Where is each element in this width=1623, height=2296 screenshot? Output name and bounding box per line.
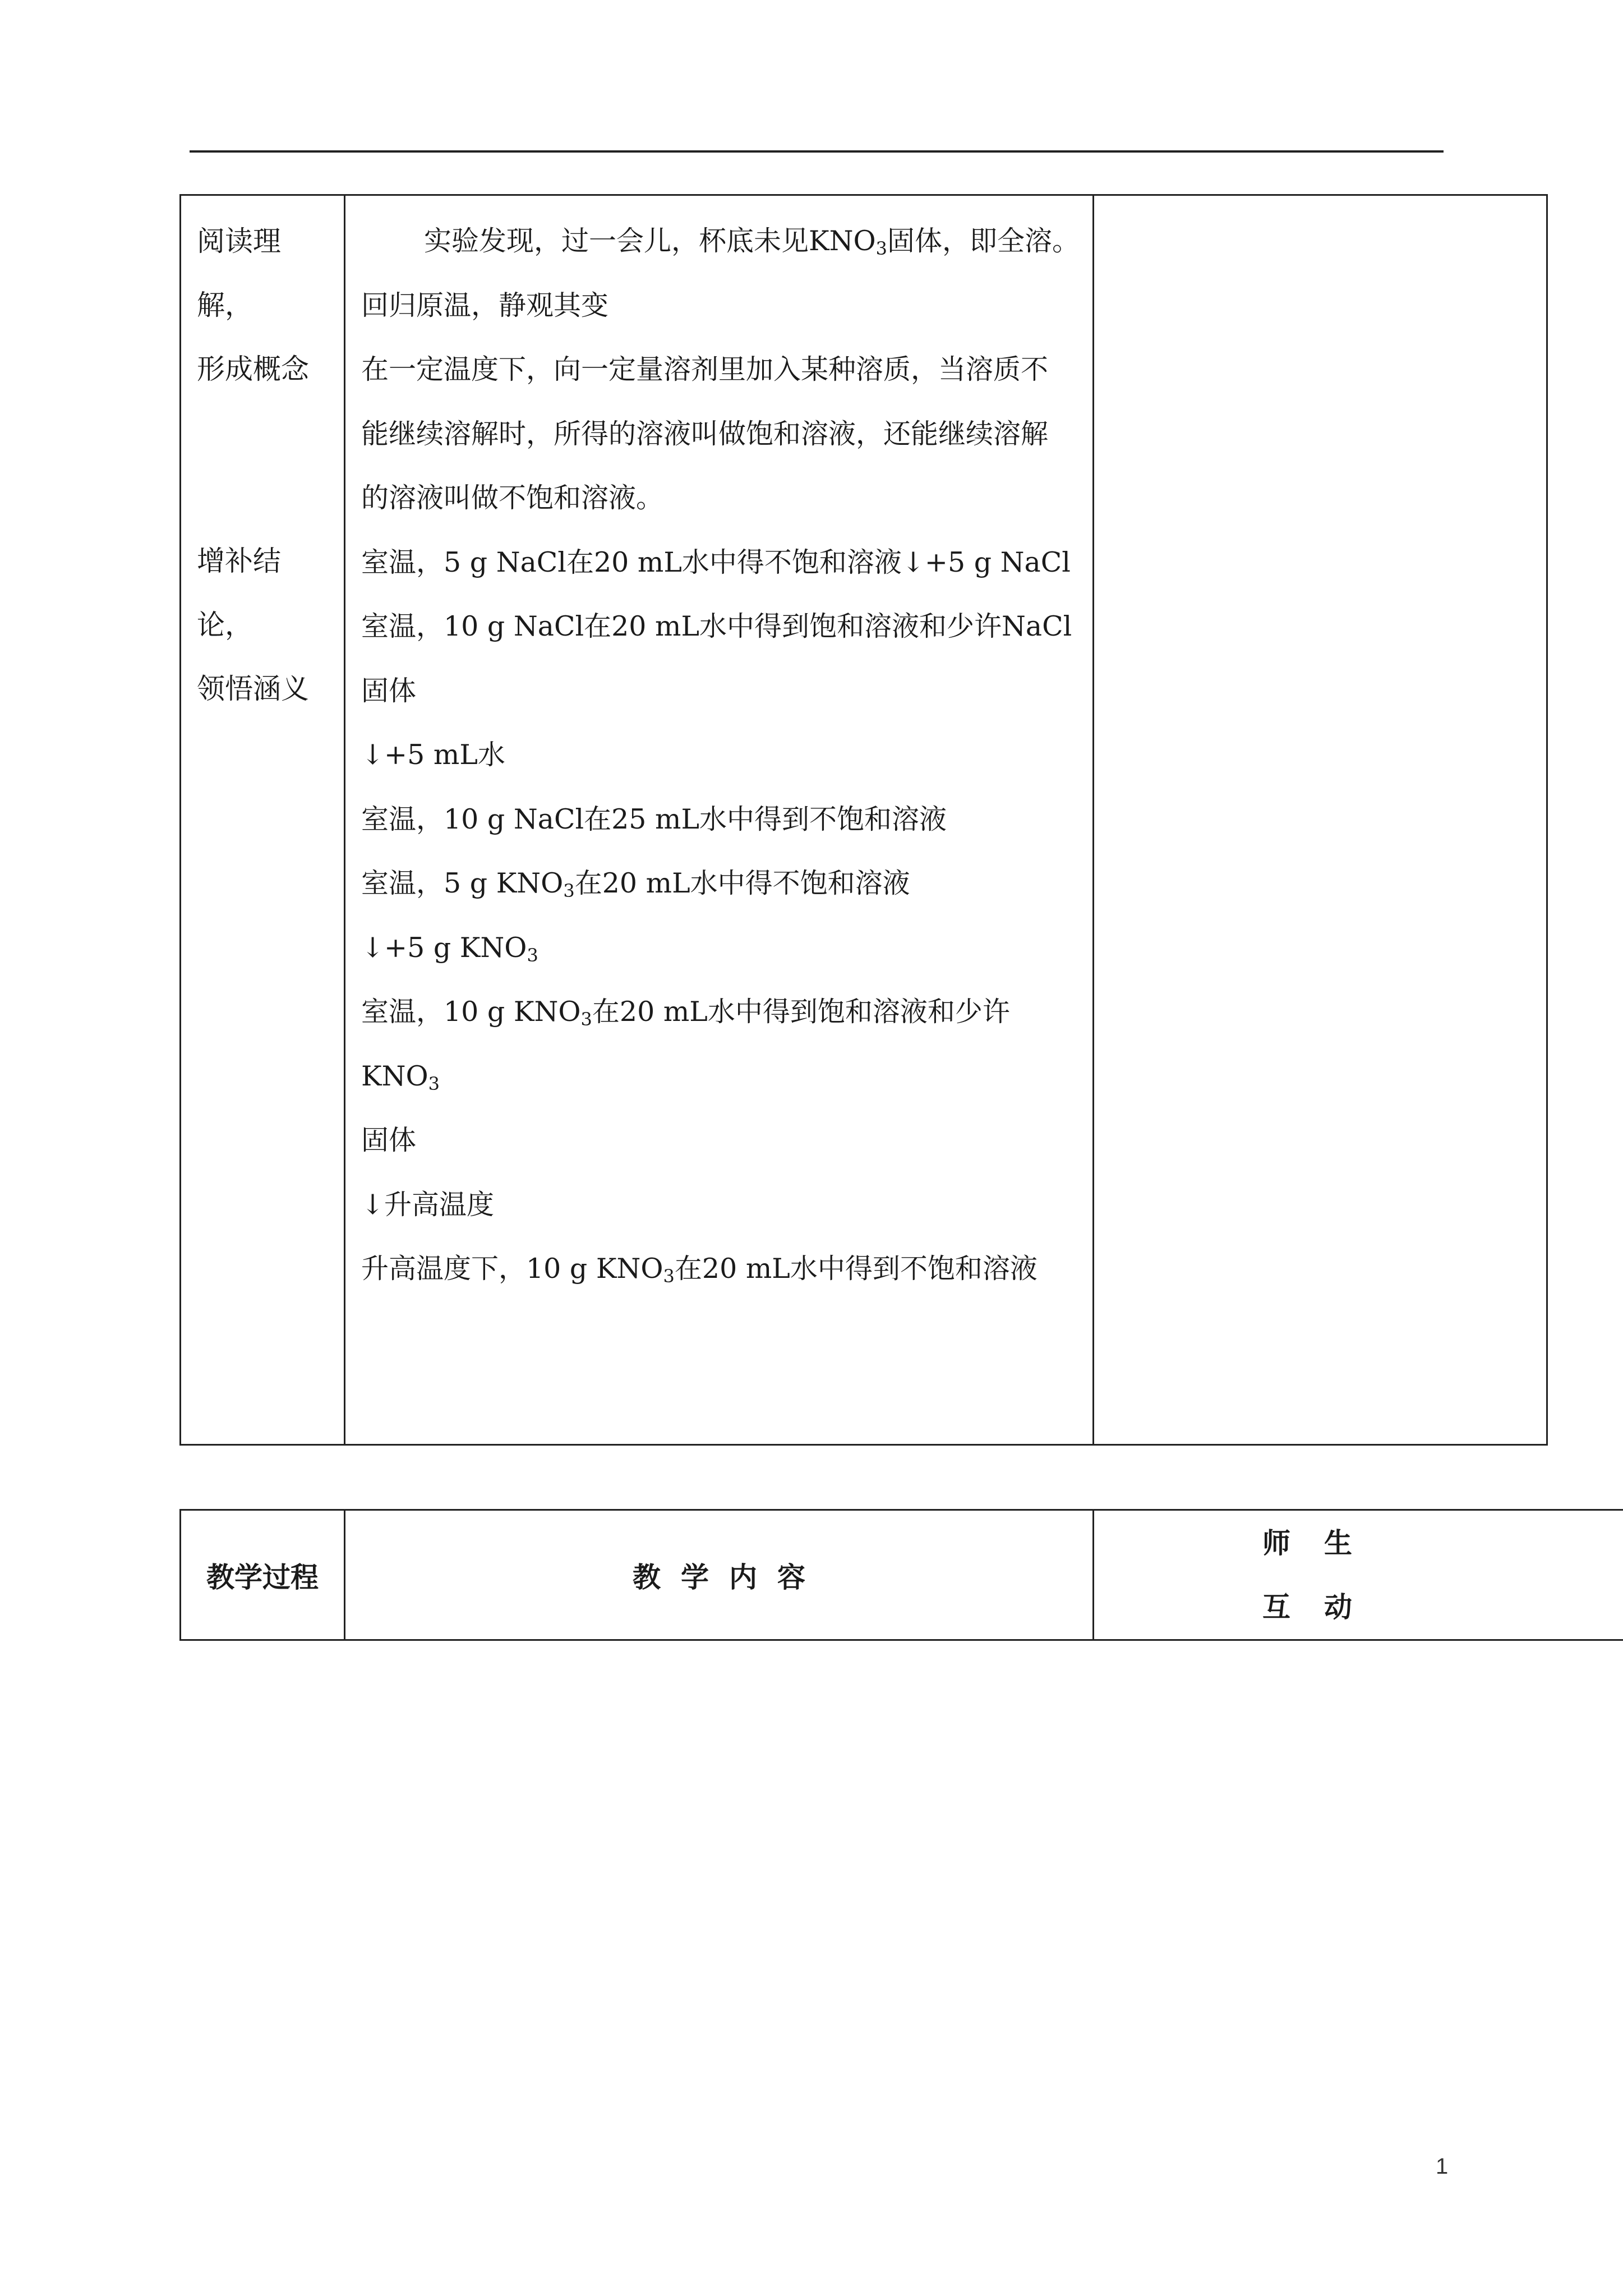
content-line: 升高温度下，10 g $KNO_3$在20 mL水中得到不饱和溶液	[361, 1253, 1038, 1287]
page-number: 1	[1436, 2154, 1449, 2179]
interaction-cell	[1094, 195, 1547, 1445]
content-line: 能继续溶解时，所得的溶液叫做饱和溶液，还能继续溶解	[361, 417, 1049, 450]
stage-label: 形成概念	[197, 353, 309, 385]
header-interaction: 师 生 互 动	[1094, 1510, 1623, 1640]
content-line: 室温，5 g NaCl在20 mL水中得不饱和溶液↓+5 g NaCl	[361, 546, 1071, 578]
content-line: ↓+5 mL水	[361, 739, 505, 771]
content-line: 在一定温度下，向一定量溶剂里加入某种溶质，当溶质不	[361, 353, 1049, 385]
lesson-table-continued	[179, 194, 1548, 1446]
header-process: 教学过程	[181, 1510, 345, 1640]
content-line: ↓升高温度	[361, 1188, 495, 1221]
header-rule	[190, 150, 1444, 153]
content-line: 固体	[361, 674, 417, 707]
stage-label: 阅读理解，	[197, 225, 281, 321]
content-line: 室温，10 g NaCl在25 mL水中得到不饱和溶液	[361, 803, 947, 835]
content-line: 实验发现，过一会儿，杯底未见$KNO_3$固体，即全溶。	[424, 225, 1080, 259]
content-line: 室温，10 g NaCl在20 mL水中得到饱和溶液和少许NaCl	[361, 610, 1072, 642]
stage-label: 增补结论，	[197, 545, 281, 641]
content-cell	[345, 195, 1094, 1445]
content-line: 固体	[361, 1124, 417, 1156]
content-line: 的溶液叫做不饱和溶液。	[361, 482, 664, 514]
stage-cell	[181, 195, 345, 1445]
lesson-header-table	[179, 1509, 1623, 1641]
content-line: 回归原温，静观其变	[361, 289, 609, 321]
content-line: 室温，5 g $KNO_3$在20 mL水中得不饱和溶液	[361, 867, 910, 901]
content-line: 室温，10 g $KNO_3$在20 mL水中得到饱和溶液和少许$KNO_3$	[361, 996, 1010, 1094]
stage-label: 领悟涵义	[197, 673, 309, 705]
header-content: 教 学 内 容	[345, 1510, 1094, 1640]
content-line: ↓+5 g $KNO_3$	[361, 931, 538, 966]
